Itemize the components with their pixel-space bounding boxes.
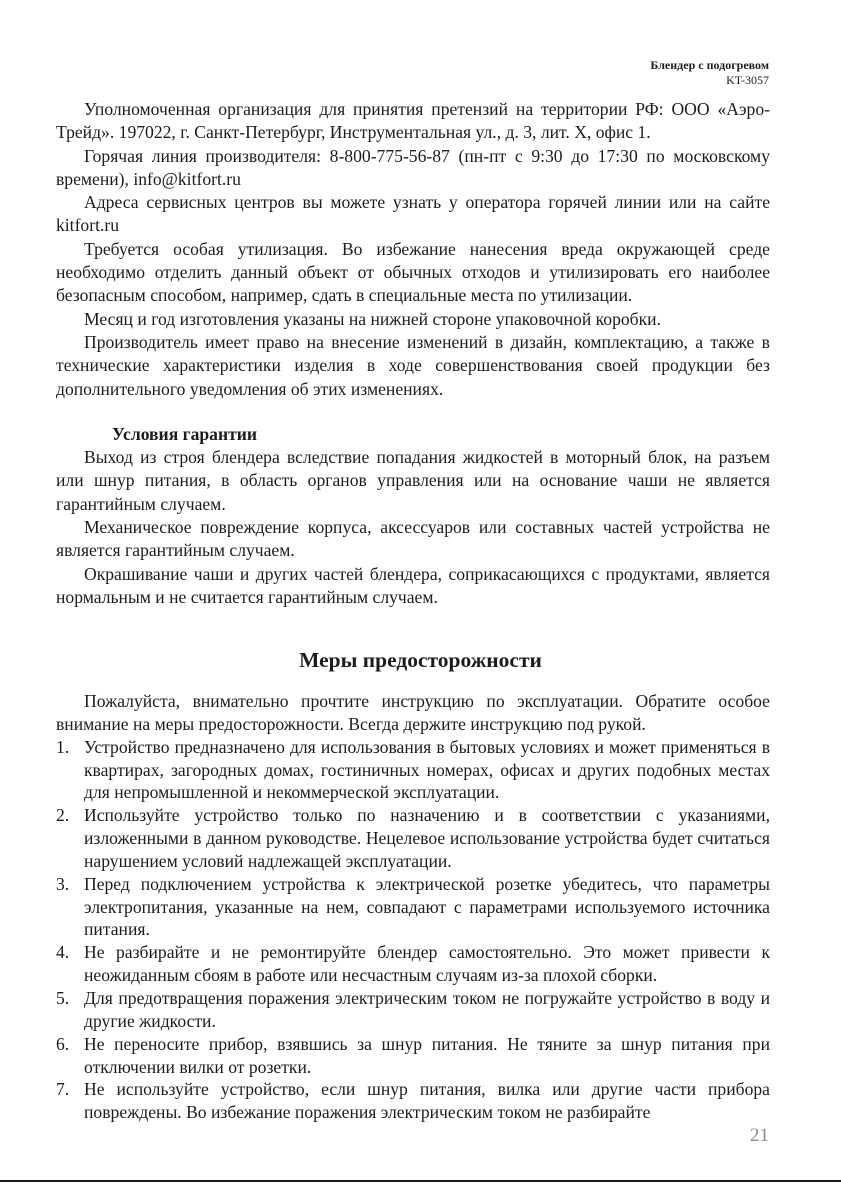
paragraph-disposal: Требуется особая утилизация. Во избежание нанесения вреда окружающей среде необходимо отделить данный объект от обычных отходов и утилизировать его наиболее безопасным способом, например, сдать в специальные места по утилизации. [56, 238, 770, 306]
safety-item-text: Используйте устройство только по назначению и в соответствии с указаниями, изложенными в данном руководстве. Нецелевое использование устройства будет считаться нарушением условий надлежащей эксплуатации. [84, 805, 770, 871]
safety-item-number: 1. [56, 736, 70, 757]
safety-item [56, 1033, 770, 1079]
safety-item-text: Устройство предназначено для использования в бытовых условиях и может применяться в квартирах, загородных домах, гостиничных номерах, офисах и других подобных местах для непромышленной и некоммерческой эксплуатации. [84, 736, 770, 803]
header-model-number: KT-3057 [726, 73, 769, 87]
header-product-title: Блендер с подогревом [650, 58, 769, 72]
safety-item-text: Для предотвращения поражения электрическим током не погружайте устройство в воду и другие жидкости. [84, 987, 770, 1031]
warranty-paragraph-liquids: Выход из строя блендера вследствие попадания жидкостей в моторный блок, на разъем или шнур питания, в область органов управления или на основание чаши не является гарантийным случаем. [56, 447, 770, 514]
warranty-heading: Условия гарантии [112, 423, 258, 444]
safety-item-number: 4. [56, 942, 70, 963]
safety-item-number: 5. [56, 987, 70, 1008]
safety-item [56, 873, 770, 942]
paragraph-manufacture-date: Месяц и год изготовления указаны на нижней стороне упаковочной коробки. [84, 308, 661, 329]
safety-item-number: 3. [56, 873, 70, 894]
page-number: 21 [750, 1125, 769, 1146]
safety-section [56, 690, 770, 1124]
running-header [650, 58, 769, 88]
safety-item [56, 804, 770, 873]
safety-item [56, 941, 770, 987]
bottom-rule-divider [0, 1180, 841, 1182]
safety-item [56, 736, 770, 805]
safety-item [56, 1078, 770, 1124]
paragraph-authorized-org: Уполномоченная организация для принятия претензий на территории РФ: ООО «Аэро-Трейд». 197022, г. Санкт-Петербург, Инструментальная ул., д. 3, лит. Х, офис 1. [56, 99, 770, 143]
safety-item-text: Не разбирайте и не ремонтируйте блендер самостоятельно. Это может привести к неожиданным сбоям в работе или несчастным случаям из-за плохой сборки. [84, 942, 770, 986]
paragraph-manufacturer-rights: Производитель имеет право на внесение изменений в дизайн, комплектацию, а также в технические характеристики изделия в ходе совершенствования своей продукции без дополнительного уведомления об этих изменениях. [56, 331, 770, 399]
safety-item-text: Не используйте устройство, если шнур питания, вилка или другие части прибора повреждены. Во избежание поражения электрическим током не разбирайте [84, 1079, 770, 1123]
safety-intro: Пожалуйста, внимательно прочтите инструкцию по эксплуатации. Обратите особое внимание на меры предосторожности. Всегда держите инструкцию под рукой. [56, 691, 770, 734]
safety-item-number: 7. [56, 1079, 70, 1100]
paragraph-service-centers: Адреса сервисных центров вы можете узнать у оператора горячей линии или на сайте kitfort.ru [56, 192, 770, 236]
section-gap [56, 401, 770, 423]
warranty-paragraph-staining: Окрашивание чаши и других частей блендера, соприкасающихся с продуктами, является нормальным и не считается гарантийным случаем. [56, 563, 770, 607]
paragraph-hotline: Горячая линия производителя: 8-800-775-56-87 (пн-пт с 9:30 до 17:30 по московскому времени), info@kitfort.ru [56, 145, 770, 189]
safety-item-text: Не переносите прибор, взявшись за шнур питания. Не тяните за шнур питания при отключении вилки от розетки. [84, 1033, 770, 1077]
safety-item [56, 987, 770, 1033]
safety-list [56, 736, 770, 1124]
safety-heading: Меры предосторожности [299, 648, 542, 672]
info-section [56, 98, 770, 609]
safety-item-number: 6. [56, 1033, 70, 1054]
safety-item-text: Перед подключением устройства к электрической розетке убедитесь, что параметры электропитания, указанные на нем, совпадают с параметрами используемого источника питания. [84, 873, 770, 940]
safety-item-number: 2. [56, 805, 70, 826]
warranty-paragraph-mechanical: Механическое повреждение корпуса, аксессуаров или составных частей устройства не является гарантийным случаем. [56, 517, 770, 561]
